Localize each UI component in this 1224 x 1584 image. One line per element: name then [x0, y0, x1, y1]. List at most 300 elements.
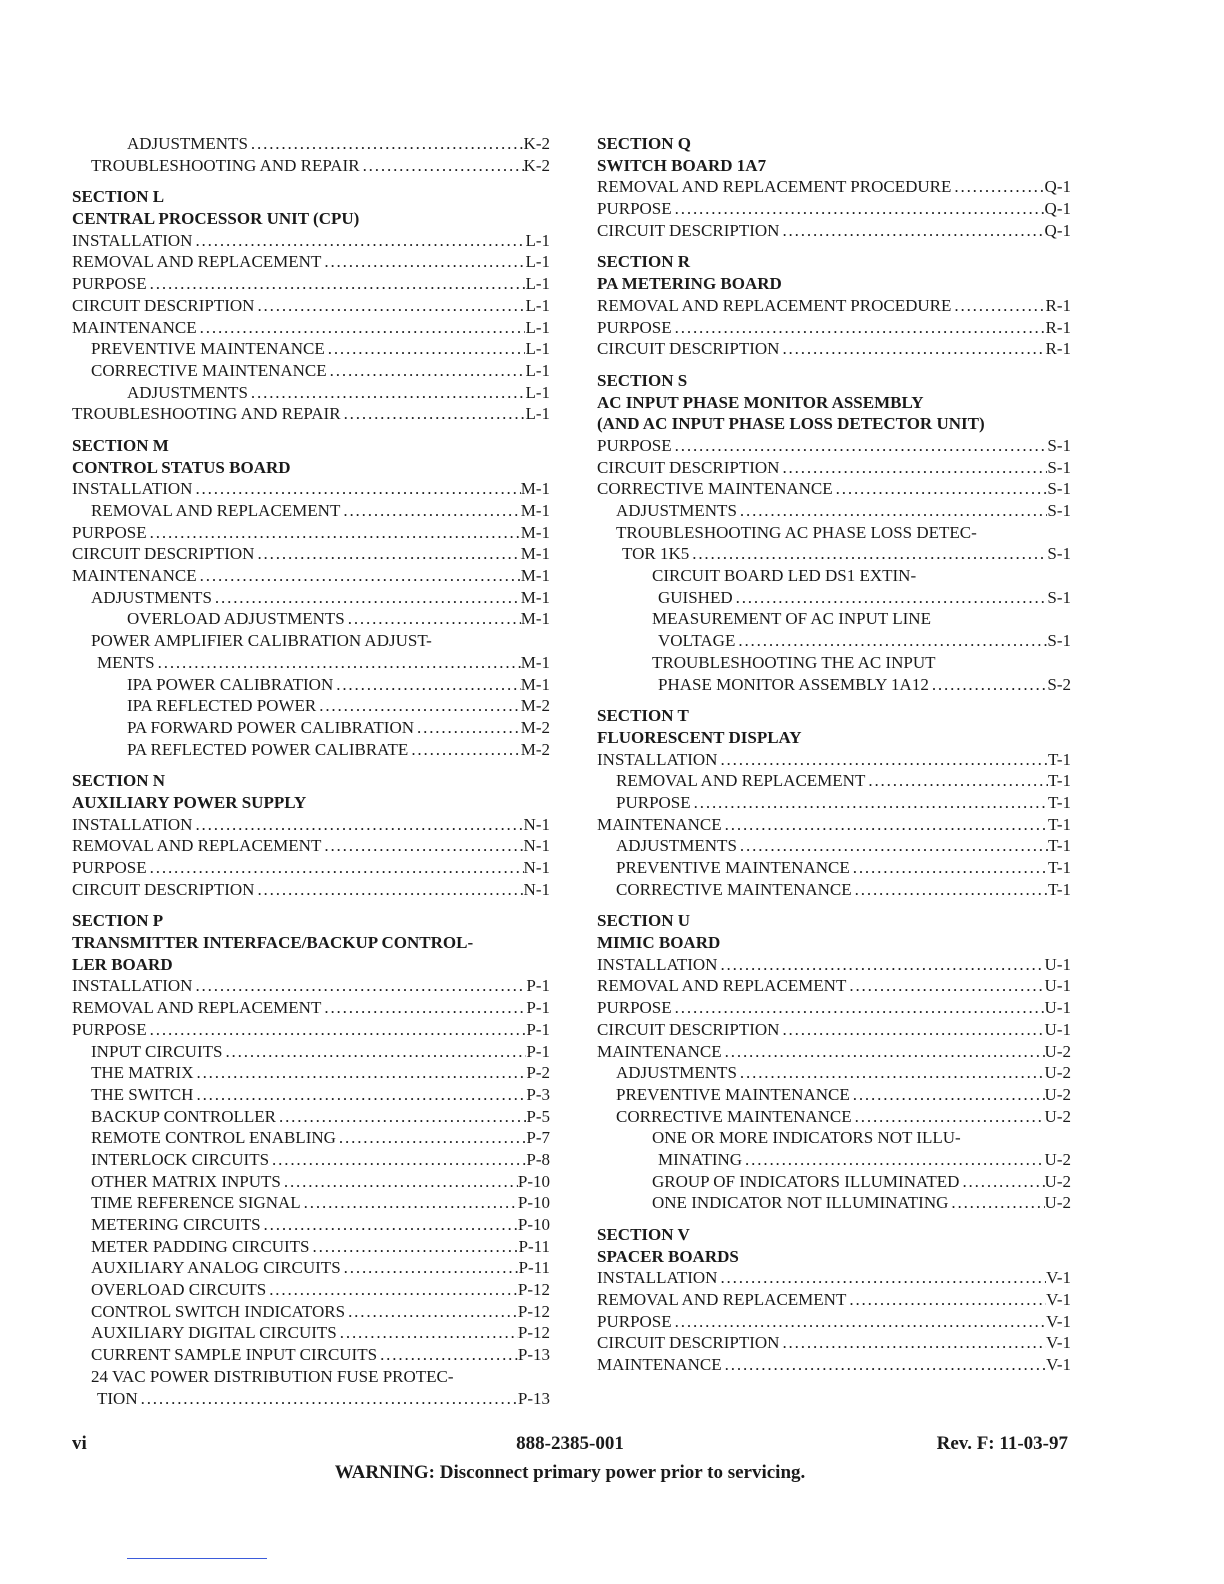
toc-right-column [597, 133, 1071, 1376]
toc-entry-title: PURPOSE [597, 317, 672, 337]
toc-entry [72, 273, 550, 295]
toc-entry-title: ADJUSTMENTS [616, 501, 737, 520]
toc-entry-title: PA FORWARD POWER CALIBRATION [127, 717, 414, 737]
section-heading: SECTION M [72, 435, 169, 455]
toc-entry-title: CIRCUIT DESCRIPTION [597, 220, 780, 240]
toc-page-number: N-1 [523, 858, 550, 877]
toc-entry [597, 1062, 1071, 1084]
toc-entry [72, 543, 550, 565]
toc-page-number: V-1 [1046, 1268, 1071, 1288]
toc-entry [597, 792, 1071, 814]
toc-page-number: P-2 [526, 1063, 550, 1083]
toc-entry [597, 879, 1071, 901]
toc-entry [597, 1019, 1071, 1041]
toc-entry [597, 954, 1071, 976]
toc-entry [72, 500, 550, 522]
toc-page-number: L-1 [525, 230, 550, 250]
toc-page-number: P-1 [526, 998, 550, 1018]
toc-entry [597, 997, 1071, 1019]
section-heading: SECTION Q [597, 134, 691, 153]
toc-entry [597, 587, 1071, 609]
section-heading: CENTRAL PROCESSOR UNIT (CPU) [72, 209, 360, 229]
toc-entry [597, 814, 1071, 836]
toc-page-number: U-2 [1044, 1041, 1071, 1061]
toc-entry-title: METERING CIRCUITS [91, 1215, 261, 1234]
toc-entry-title: CORRECTIVE MAINTENANCE [616, 879, 852, 899]
toc-entry-title: INSTALLATION [72, 479, 193, 499]
toc-page-number: M-2 [520, 696, 550, 716]
toc-entry [72, 1344, 550, 1366]
toc-entry [72, 317, 550, 339]
dot-leader [691, 792, 1048, 814]
dot-leader [254, 543, 520, 565]
section-heading: AUXILIARY POWER SUPPLY [72, 792, 307, 812]
toc-entry-title: INSTALLATION [72, 230, 193, 250]
toc-entry-title: OVERLOAD ADJUSTMENTS [127, 609, 345, 629]
toc-entry-title: BACKUP CONTROLLER [91, 1106, 276, 1126]
toc-page-number: L-1 [525, 339, 550, 359]
toc-page-number: R-1 [1045, 295, 1071, 315]
section-heading: LER BOARD [72, 954, 173, 974]
section-heading: SECTION S [597, 370, 688, 390]
toc-entry-title: REMOVAL AND REPLACEMENT PROCEDURE [597, 295, 952, 315]
toc-entry [72, 674, 550, 696]
dot-leader [672, 198, 1045, 220]
dot-leader [865, 770, 1048, 792]
toc-page-number: K-2 [523, 155, 550, 175]
toc-page-number: S-1 [1047, 544, 1071, 564]
toc-page-number: S-1 [1047, 479, 1071, 499]
toc-entry-title: CORRECTIVE MAINTENANCE [597, 479, 833, 499]
toc-entry [72, 382, 550, 404]
dot-leader [951, 295, 1045, 317]
dot-leader [672, 317, 1046, 339]
dot-leader [672, 1311, 1046, 1333]
page-number: vi [72, 1433, 87, 1454]
toc-page-number: U-1 [1044, 976, 1071, 996]
toc-page-number: V-1 [1046, 1311, 1071, 1331]
toc-entry [72, 230, 550, 252]
toc-entry-title: GROUP OF INDICATORS ILLUMINATED [652, 1171, 960, 1191]
dot-leader [138, 1388, 518, 1410]
dot-leader [414, 717, 521, 739]
toc-page-number: P-12 [517, 1301, 550, 1321]
toc-entry [72, 1062, 550, 1084]
dot-leader [779, 1332, 1046, 1354]
toc-entry [597, 749, 1071, 771]
toc-entry-title: THE SWITCH [91, 1084, 194, 1104]
toc-entry-title: PURPOSE [597, 1311, 672, 1331]
dot-leader [717, 1267, 1046, 1289]
toc-page-number: Q-1 [1044, 220, 1071, 240]
toc-entry [597, 1192, 1071, 1214]
dot-leader [340, 500, 520, 522]
toc-page-number: U-1 [1044, 1019, 1071, 1039]
toc-entry [72, 295, 550, 317]
toc-entry [597, 1289, 1071, 1311]
toc-entry-title: CIRCUIT DESCRIPTION [72, 879, 255, 899]
toc-entry [597, 500, 1071, 522]
toc-page-number: P-12 [517, 1323, 550, 1343]
toc-page-number: M-1 [520, 479, 550, 499]
toc-entry-title: ADJUSTMENTS [91, 587, 212, 607]
dot-leader [147, 1019, 527, 1041]
toc-entry-title: METER PADDING CIRCUITS [91, 1236, 310, 1256]
dot-leader [193, 1084, 526, 1106]
toc-entry-title: ONE INDICATOR NOT ILLUMINATING [652, 1193, 949, 1213]
toc-entry [72, 1388, 550, 1410]
toc-entry [597, 674, 1071, 696]
toc-entry [72, 1279, 550, 1301]
toc-entry-title: AUXILIARY ANALOG CIRCUITS [91, 1258, 341, 1278]
toc-page-number: M-1 [520, 652, 550, 672]
dot-leader [248, 382, 526, 404]
toc-page-number: P-13 [517, 1388, 550, 1408]
section-heading: TRANSMITTER INTERFACE/BACKUP CONTROL- [72, 933, 474, 953]
toc-entry [597, 543, 1071, 565]
toc-entry-title: PREVENTIVE MAINTENANCE [616, 1084, 850, 1104]
dot-leader [155, 652, 521, 674]
toc-page-number: T-1 [1048, 771, 1071, 791]
toc-entry [72, 1041, 550, 1063]
dot-leader [281, 1171, 518, 1193]
toc-entry-title: REMOVAL AND REPLACEMENT [72, 252, 322, 272]
toc-entry [72, 695, 550, 717]
toc-entry-title: CIRCUIT DESCRIPTION [72, 295, 255, 315]
toc-entry-title: INPUT CIRCUITS [91, 1041, 223, 1061]
toc-entry-title: CORRECTIVE MAINTENANCE [616, 1106, 852, 1126]
dot-leader [846, 1289, 1046, 1311]
toc-entry-title: INSTALLATION [597, 749, 718, 769]
toc-entry-title: INSTALLATION [597, 954, 718, 974]
toc-page-number: V-1 [1046, 1355, 1071, 1375]
dot-leader [959, 1171, 1044, 1193]
dot-leader [850, 857, 1048, 879]
section-heading: SWITCH BOARD 1A7 [597, 155, 767, 175]
toc-entry [72, 403, 550, 425]
toc-entry [597, 1171, 1071, 1193]
toc-entry-title: TION [97, 1388, 138, 1408]
toc-entry-title: MAINTENANCE [72, 566, 197, 586]
toc-page-number: V-1 [1046, 1290, 1071, 1310]
toc-entry [597, 338, 1071, 360]
dot-leader [717, 954, 1044, 976]
toc-page-number: L-1 [525, 360, 550, 380]
toc-entry [72, 1257, 550, 1279]
toc-entry [72, 835, 550, 857]
toc-page-number: U-1 [1044, 954, 1071, 974]
toc-page-number: P-10 [517, 1193, 550, 1213]
toc-page-number: R-1 [1045, 317, 1071, 337]
toc-entry-title: VOLTAGE [658, 631, 736, 651]
toc-entry [72, 155, 550, 177]
toc-entry-title: CIRCUIT DESCRIPTION [597, 1019, 780, 1039]
toc-entry [72, 1214, 550, 1236]
toc-entry-continued: CIRCUIT BOARD LED DS1 EXTIN- [652, 566, 917, 586]
toc-entry-title: PURPOSE [72, 522, 147, 542]
toc-entry [597, 198, 1071, 220]
dot-leader [301, 1192, 518, 1214]
toc-page-number: T-1 [1048, 858, 1071, 877]
toc-page-number: V-1 [1046, 1333, 1071, 1353]
dot-leader [717, 749, 1048, 771]
toc-entry-title: CIRCUIT DESCRIPTION [597, 339, 780, 359]
dot-leader [327, 360, 526, 382]
toc-page-number: K-2 [523, 134, 550, 153]
dot-leader [336, 1127, 526, 1149]
dot-leader [197, 565, 521, 587]
section-heading: FLUORESCENT DISPLAY [597, 727, 802, 747]
toc-entry [597, 1106, 1071, 1128]
toc-entry-title: REMOVAL AND REPLACEMENT [597, 976, 847, 996]
toc-entry-title: OVERLOAD CIRCUITS [91, 1280, 267, 1300]
toc-entry [72, 1149, 550, 1171]
toc-page-number: M-1 [520, 609, 550, 629]
dot-leader [852, 1106, 1045, 1128]
toc-page-number: L-1 [525, 317, 550, 337]
toc-page-number: P-1 [526, 1019, 550, 1039]
section-heading: SECTION N [72, 771, 166, 791]
toc-entry [72, 587, 550, 609]
toc-entry [597, 435, 1071, 457]
toc-entry-title: REMOVAL AND REPLACEMENT [616, 771, 866, 791]
toc-page-number: P-3 [526, 1084, 550, 1104]
toc-entry [72, 1322, 550, 1344]
toc-entry-title: PURPOSE [72, 858, 147, 877]
toc-entry [72, 1301, 550, 1323]
dot-leader [321, 835, 523, 857]
toc-page-number: U-1 [1044, 998, 1071, 1018]
toc-page-number: P-13 [517, 1345, 550, 1365]
toc-page-number: S-1 [1047, 457, 1071, 477]
toc-entry-title: PA REFLECTED POWER CALIBRATE [127, 739, 409, 759]
toc-entry-title: CONTROL SWITCH INDICATORS [91, 1301, 346, 1321]
toc-page-number: S-2 [1047, 674, 1071, 694]
toc-entry [597, 478, 1071, 500]
dot-leader [689, 543, 1047, 565]
toc-entry-title: PURPOSE [72, 274, 147, 294]
toc-entry-title: REMOTE CONTROL ENABLING [91, 1128, 336, 1148]
toc-page-number: P-8 [526, 1149, 550, 1169]
toc-page-number: T-1 [1048, 879, 1071, 899]
dot-leader [722, 1041, 1045, 1063]
dot-leader [321, 251, 525, 273]
section-heading: SECTION R [597, 252, 691, 272]
toc-entry-continued: 24 VAC POWER DISTRIBUTION FUSE PROTEC- [91, 1366, 454, 1386]
toc-entry-title: ADJUSTMENTS [616, 836, 737, 856]
toc-entry-title: CIRCUIT DESCRIPTION [597, 1333, 780, 1353]
dot-leader [948, 1192, 1044, 1214]
toc-entry-title: REMOVAL AND REPLACEMENT [72, 836, 322, 856]
toc-page-number: T-1 [1048, 749, 1071, 769]
toc-entry [72, 608, 550, 630]
toc-page-number: M-2 [520, 739, 550, 759]
toc-entry-title: ADJUSTMENTS [127, 134, 248, 153]
toc-entry-title: OTHER MATRIX INPUTS [91, 1171, 281, 1191]
toc-entry-continued: MEASUREMENT OF AC INPUT LINE [652, 609, 931, 629]
toc-entry [72, 1192, 550, 1214]
section-heading: MIMIC BOARD [597, 933, 721, 953]
toc-entry [597, 630, 1071, 652]
toc-entry-title: ADJUSTMENTS [127, 382, 248, 402]
toc-page-number: T-1 [1048, 814, 1071, 834]
toc-entry [72, 478, 550, 500]
toc-page-number: L-1 [525, 295, 550, 315]
dot-leader [192, 814, 523, 836]
toc-entry [72, 997, 550, 1019]
dot-leader [408, 739, 520, 761]
dot-leader [321, 997, 526, 1019]
dot-leader [192, 478, 520, 500]
dot-leader [852, 879, 1048, 901]
dot-leader [341, 403, 526, 425]
section-heading: SPACER BOARDS [597, 1246, 739, 1266]
toc-entry-title: MAINTENANCE [597, 1355, 722, 1375]
dot-leader [779, 338, 1045, 360]
toc-entry [72, 717, 550, 739]
toc-entry-title: INSTALLATION [597, 1268, 718, 1288]
dot-leader [779, 220, 1044, 242]
toc-page-number: U-2 [1044, 1084, 1071, 1104]
toc-page-number: Q-1 [1044, 177, 1071, 197]
dot-leader [192, 230, 525, 252]
dot-leader [833, 478, 1048, 500]
toc-entry-title: PURPOSE [616, 792, 691, 812]
section-heading: SECTION U [597, 911, 691, 931]
toc-left-column [72, 133, 550, 1409]
toc-entry [597, 1267, 1071, 1289]
section-heading: SECTION L [72, 187, 165, 207]
toc-page-number: S-1 [1047, 501, 1071, 520]
toc-entry [72, 1236, 550, 1258]
dot-leader [779, 1019, 1044, 1041]
toc-entry [72, 1127, 550, 1149]
toc-entry [72, 1106, 550, 1128]
toc-entry-title: AUXILIARY DIGITAL CIRCUITS [91, 1323, 337, 1343]
toc-entry [597, 1041, 1071, 1063]
toc-page-number: U-2 [1044, 1106, 1071, 1126]
toc-entry-title: CORRECTIVE MAINTENANCE [91, 360, 327, 380]
dot-leader [325, 338, 526, 360]
toc-entry [72, 360, 550, 382]
dot-leader [261, 1214, 518, 1236]
toc-entry-title: MAINTENANCE [597, 814, 722, 834]
toc-entry-title: ADJUSTMENTS [616, 1063, 737, 1083]
toc-entry-title: CURRENT SAMPLE INPUT CIRCUITS [91, 1345, 378, 1365]
dot-leader [742, 1149, 1045, 1171]
dot-leader [310, 1236, 519, 1258]
section-heading: (AND AC INPUT PHASE LOSS DETECTOR UNIT) [597, 414, 985, 434]
toc-entry-title: PHASE MONITOR ASSEMBLY 1A12 [658, 674, 929, 694]
toc-page-number: S-1 [1047, 631, 1071, 651]
page-footer [72, 1433, 1068, 1457]
toc-entry-title: PREVENTIVE MAINTENANCE [91, 339, 325, 359]
toc-entry-title: TIME REFERENCE SIGNAL [91, 1193, 301, 1213]
toc-entry [597, 317, 1071, 339]
toc-entry [72, 739, 550, 761]
toc-entry-title: INTERLOCK CIRCUITS [91, 1149, 270, 1169]
toc-entry [72, 857, 550, 879]
toc-page-number: M-1 [520, 501, 550, 520]
dot-leader [672, 997, 1045, 1019]
toc-page-number: P-5 [526, 1106, 550, 1126]
toc-entry-continued: TROUBLESHOOTING THE AC INPUT [652, 652, 936, 672]
toc-entry [597, 457, 1071, 479]
revision-label: Rev. F: 11-03-97 [936, 1433, 1068, 1454]
toc-entry [597, 857, 1071, 879]
toc-entry [597, 295, 1071, 317]
toc-entry [597, 1311, 1071, 1333]
toc-entry [72, 522, 550, 544]
dot-leader [846, 975, 1044, 997]
toc-page-number: L-1 [525, 382, 550, 402]
dot-leader [147, 857, 524, 879]
toc-entry-title: IPA POWER CALIBRATION [127, 674, 334, 694]
section-heading: AC INPUT PHASE MONITOR ASSEMBLY [597, 392, 924, 412]
toc-entry-title: REMOVAL AND REPLACEMENT PROCEDURE [597, 177, 952, 197]
toc-page-number: P-1 [526, 1041, 550, 1061]
toc-entry-title: TOR 1K5 [622, 544, 690, 564]
dot-leader [735, 630, 1047, 652]
section-heading: SECTION P [72, 911, 164, 931]
dot-leader [192, 975, 526, 997]
toc-entry-title: PURPOSE [72, 1019, 147, 1039]
toc-entry-title: CIRCUIT DESCRIPTION [72, 544, 255, 564]
toc-entry [597, 220, 1071, 242]
section-heading: CONTROL STATUS BOARD [72, 457, 291, 477]
dot-leader [341, 1257, 519, 1279]
dot-leader [197, 317, 526, 339]
toc-page-number: P-10 [517, 1215, 550, 1234]
toc-page-number: N-1 [523, 879, 550, 899]
toc-entry [72, 975, 550, 997]
toc-page-number: N-1 [523, 814, 550, 834]
dot-leader [737, 1062, 1045, 1084]
dot-leader [345, 608, 521, 630]
section-heading: SECTION T [597, 706, 689, 726]
toc-entry [72, 1084, 550, 1106]
toc-entry-title: REMOVAL AND REPLACEMENT [72, 998, 322, 1018]
toc-page-number: T-1 [1048, 792, 1071, 812]
dot-leader [779, 457, 1047, 479]
toc-page-number: P-10 [517, 1171, 550, 1191]
toc-entry-continued: POWER AMPLIFIER CALIBRATION ADJUST- [91, 631, 432, 651]
toc-entry-title: PURPOSE [597, 998, 672, 1018]
toc-entry [597, 1354, 1071, 1376]
toc-entry-title: THE MATRIX [91, 1063, 194, 1083]
toc-page-number: P-7 [526, 1128, 550, 1148]
toc-entry-title: GUISHED [658, 587, 733, 607]
toc-entry [597, 176, 1071, 198]
dot-leader [737, 500, 1047, 522]
toc-page-number: L-1 [525, 252, 550, 272]
toc-entry-title: PURPOSE [597, 435, 672, 455]
toc-page-number: U-2 [1044, 1149, 1071, 1169]
toc-entry-title: INSTALLATION [72, 814, 193, 834]
toc-entry [72, 251, 550, 273]
toc-page-number: S-1 [1047, 587, 1071, 607]
toc-page-number: Q-1 [1044, 199, 1071, 219]
toc-entry-title: INSTALLATION [72, 976, 193, 996]
section-heading: PA METERING BOARD [597, 274, 782, 294]
toc-entry-title: MAINTENANCE [72, 317, 197, 337]
toc-page-number: T-1 [1048, 836, 1071, 856]
toc-entry [72, 565, 550, 587]
dot-leader [333, 674, 520, 696]
dot-leader [929, 674, 1048, 696]
toc-entry-title: REMOVAL AND REPLACEMENT [597, 1290, 847, 1310]
toc-entry-title: MENTS [97, 652, 155, 672]
